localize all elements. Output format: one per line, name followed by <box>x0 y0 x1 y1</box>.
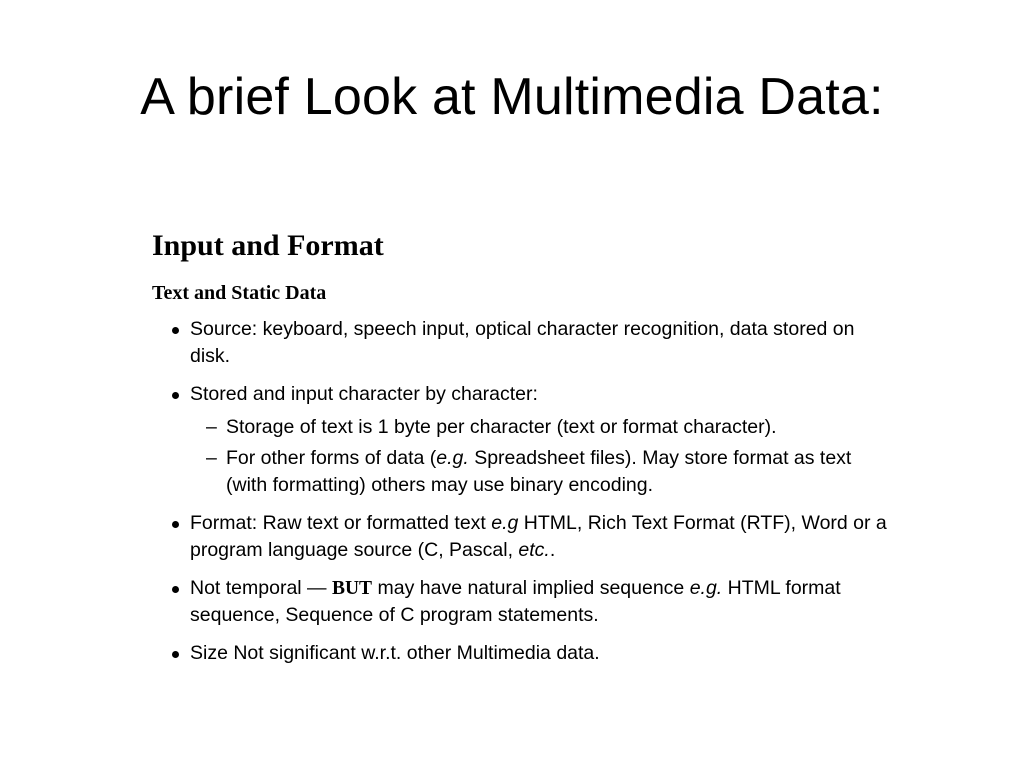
bullet-source-text: Source: keyboard, speech input, optical character recognition, data stored on disk. <box>190 318 855 367</box>
sub-bullet-other-forms-text-2: Spreadsheet files). May store format as text (with formatting) others may use binary encoding. <box>226 447 852 496</box>
bullet-format-etc: etc. <box>518 539 550 561</box>
bullet-list <box>152 316 892 667</box>
sub-bullet-list <box>190 414 892 499</box>
bullet-format <box>152 510 892 564</box>
bullet-format-text-2: HTML, Rich Text Format (RTF), Word or a program language source (C, Pascal, <box>190 512 887 561</box>
bullet-stored-text: Stored and input character by character: <box>190 383 538 405</box>
bullet-source <box>152 316 892 370</box>
sub-bullet-storage <box>190 414 892 441</box>
bullet-temporal <box>152 575 892 629</box>
sub-bullet-storage-text: Storage of text is 1 byte per character (text or format character). <box>226 416 777 438</box>
bullet-temporal-text-3: HTML format sequence, Sequence of C program statements. <box>190 577 841 626</box>
slide-content <box>152 226 892 678</box>
slide-title: A brief Look at Multimedia Data: <box>140 68 884 126</box>
bullet-temporal-text-1: Not temporal — <box>190 577 332 599</box>
subsection-heading: Text and Static Data <box>152 282 327 304</box>
bullet-format-text-1: Format: Raw text or formatted text <box>190 512 492 534</box>
bullet-temporal-text-2: may have natural implied sequence <box>372 577 690 599</box>
sub-bullet-other-forms-text-1: For other forms of data ( <box>226 447 437 469</box>
bullet-stored <box>152 381 892 499</box>
sub-bullet-other-forms <box>190 445 892 499</box>
bullet-size <box>152 640 892 667</box>
sub-bullet-other-forms-eg: e.g. <box>436 447 469 469</box>
bullet-format-text-3: . <box>549 539 556 561</box>
bullet-format-eg: e.g <box>491 512 519 534</box>
section-heading: Input and Format <box>152 229 384 262</box>
bullet-temporal-but: BUT <box>331 578 373 599</box>
bullet-temporal-eg: e.g. <box>689 577 723 599</box>
bullet-size-text: Size Not significant w.r.t. other Multimedia data. <box>190 642 600 664</box>
